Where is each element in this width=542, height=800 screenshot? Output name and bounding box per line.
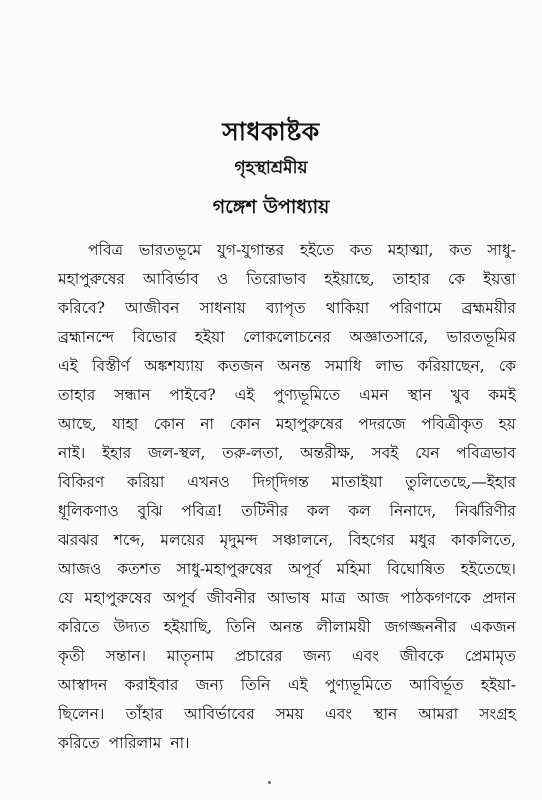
- word: অনন্ত: [277, 357, 311, 375]
- word: হইয়া: [194, 328, 225, 346]
- text-line: [58, 265, 516, 294]
- word: দিগ্‌দিগন্ত: [252, 473, 309, 491]
- word: কমই: [488, 386, 516, 404]
- word: বিভোর: [132, 328, 177, 346]
- word: কল: [307, 502, 330, 520]
- word: কত: [449, 241, 472, 259]
- word: না: [200, 415, 214, 433]
- word: হইয়াছি,: [163, 618, 213, 636]
- word: কোন: [229, 415, 261, 433]
- word: ধূলিকণাও: [58, 502, 119, 520]
- word: অনন্ত: [269, 618, 303, 636]
- word: সময়: [275, 705, 304, 723]
- word: ভারতভূমে: [138, 241, 202, 259]
- word: ছিলেন।: [58, 705, 105, 723]
- word: ইহার: [102, 444, 132, 462]
- word: জগজ্জননীর: [384, 618, 457, 636]
- word: ঝরঝর: [58, 531, 99, 549]
- word: ব্রহ্মময়ীর: [461, 299, 516, 317]
- word: এই: [287, 676, 308, 694]
- word: পবিত্র: [88, 241, 123, 259]
- word: এবং: [351, 647, 379, 665]
- word: জল-স্থল,: [148, 444, 206, 462]
- word: অঙ্কশয্যায়: [144, 357, 204, 375]
- word: যাহা: [112, 415, 139, 433]
- word: আছে,: [58, 415, 97, 433]
- word: মহাত্মা,: [387, 241, 434, 259]
- word: নাই।: [58, 444, 86, 462]
- text-line: [58, 323, 516, 352]
- word: মাতৃনাম: [166, 647, 214, 665]
- text-line: [58, 729, 516, 758]
- word: তিনি: [240, 676, 271, 694]
- word: হয়: [498, 415, 516, 433]
- word: বিহগের: [348, 531, 395, 549]
- word: কতশত: [117, 560, 161, 578]
- word: এখনও: [187, 473, 230, 491]
- word: ব্যাপৃত: [265, 299, 306, 317]
- word: খুব: [450, 386, 470, 404]
- word: মাত্র: [321, 589, 346, 607]
- word: সবই: [371, 444, 399, 462]
- word: কে: [447, 270, 466, 288]
- word: এই: [58, 357, 78, 375]
- word: তুলিতেছে,—ইহার: [405, 473, 516, 491]
- word: সঞ্চালনে,: [272, 531, 334, 549]
- word: জন্য: [303, 647, 332, 665]
- word: লীলাময়ী: [316, 618, 371, 636]
- chapter-subtitle: গৃহস্থাশ্রমীয়: [234, 158, 308, 178]
- word: জন্য: [195, 676, 224, 694]
- word: পদরজে: [358, 415, 406, 433]
- word: পাইবে?: [169, 386, 216, 404]
- word: মহাপুরুষের: [84, 589, 152, 607]
- word: উদ্যত: [113, 618, 150, 636]
- text-line: [58, 700, 516, 729]
- word: আস্বাদন: [58, 676, 108, 694]
- word: বিঘোষিত: [386, 560, 445, 578]
- word: আমরা: [418, 705, 459, 723]
- text-line: [58, 381, 516, 410]
- word: হইতেছে।: [460, 560, 516, 578]
- word: তাঁহার: [125, 705, 163, 723]
- word: পরিণামে: [389, 299, 442, 317]
- text-line: [58, 642, 516, 671]
- word: ভারতভূমির: [446, 328, 516, 346]
- word: কাকলিতে,: [450, 531, 516, 549]
- word: কত: [349, 241, 373, 259]
- word: তিরোভাব: [246, 270, 307, 288]
- word: সাধু-: [487, 241, 516, 259]
- word: মলয়ের: [160, 531, 205, 549]
- word: করিতে: [58, 734, 100, 752]
- word: পবিত্র!: [181, 502, 223, 520]
- word: মাতাইয়া: [331, 473, 383, 491]
- word: পবিত্রভাব: [456, 444, 516, 462]
- text-line: [58, 352, 516, 381]
- text-line: [58, 468, 516, 497]
- text-line: [58, 671, 516, 700]
- word: এই: [234, 386, 255, 404]
- word: হইয়া-: [480, 676, 516, 694]
- word: নির্ঝরিণীর: [455, 502, 516, 520]
- word: কল: [348, 502, 371, 520]
- word: সাধু-মহাপুরুষের: [176, 560, 273, 578]
- word: কতজন: [217, 357, 264, 375]
- word: থাকিয়া: [325, 299, 370, 317]
- word: অন্তরীক্ষ,: [300, 444, 355, 462]
- word: নিনাদে,: [389, 502, 437, 520]
- text-line: [58, 584, 516, 613]
- word: বিস্তীর্ণ: [92, 357, 131, 375]
- word: একজন: [470, 618, 516, 636]
- word: হইতে: [299, 241, 334, 259]
- word: তাহার: [58, 386, 96, 404]
- word: প্রেমামৃত: [464, 647, 516, 665]
- word: মহাপুরুষের: [275, 415, 343, 433]
- word: করিয়াছেন,: [417, 357, 485, 375]
- print-speck: [268, 781, 271, 784]
- word: আভাষ: [267, 589, 310, 607]
- word: যুগ-যুগান্তর: [216, 241, 285, 259]
- text-line: [58, 294, 516, 323]
- word: যেন: [415, 444, 440, 462]
- text-line: [58, 236, 516, 265]
- word: মহাপুরুষের: [58, 270, 125, 288]
- word: তটিনীর: [241, 502, 289, 520]
- chapter-title: সাধকাষ্টক: [222, 117, 320, 146]
- text-line: [58, 613, 516, 642]
- text-line: [58, 439, 516, 468]
- word: ও: [216, 270, 229, 288]
- word: ইয়ত্তা: [483, 270, 516, 288]
- word: কে: [498, 357, 516, 375]
- word: পবিত্রীকৃত: [421, 415, 484, 433]
- text-line: [58, 526, 516, 555]
- word: যে: [58, 589, 74, 607]
- word: কৃতী: [58, 647, 85, 665]
- word: অপূর্ব: [288, 560, 321, 578]
- word: সাধনায়: [199, 299, 246, 317]
- word: আজ: [357, 589, 390, 607]
- word: ব্রহ্মানন্দে: [58, 328, 115, 346]
- word: বিকিরণ: [58, 473, 105, 491]
- word: মৃদুমন্দ: [219, 531, 258, 549]
- word: করিয়া: [127, 473, 165, 491]
- word: জীবকে: [399, 647, 444, 665]
- word: করিবে?: [58, 299, 105, 317]
- word: কোন: [153, 415, 185, 433]
- word: সমাধি: [325, 357, 362, 375]
- word: প্রদান: [482, 589, 516, 607]
- word: মধুর: [409, 531, 436, 549]
- text-line: [58, 555, 516, 584]
- word: অজ্ঞাতসারে,: [349, 328, 429, 346]
- word: স্থান: [407, 386, 432, 404]
- word: অপূর্ব: [162, 589, 196, 607]
- word: পাঠকগণকে: [400, 589, 472, 607]
- saint-name: গঙ্গেশ উপাধ্যায়: [212, 196, 330, 218]
- text-line: [58, 497, 516, 526]
- word: আজও: [58, 560, 102, 578]
- word: তিনি: [225, 618, 256, 636]
- word: শব্দে,: [113, 531, 146, 549]
- word: সংগ্রহ: [479, 705, 516, 723]
- word: এমন: [359, 386, 389, 404]
- word: আবির্ভূত: [409, 676, 464, 694]
- word: বুঝি: [137, 502, 163, 520]
- word: পুণ্যভূমিতে: [273, 386, 341, 404]
- word: করিতে: [58, 618, 100, 636]
- word: সন্ধান: [114, 386, 151, 404]
- text-line: [58, 410, 516, 439]
- word: পারিলাম: [108, 734, 162, 752]
- word: সন্তান।: [105, 647, 146, 665]
- word: তরু-লতা,: [222, 444, 284, 462]
- word: আজীবন: [125, 299, 180, 317]
- word: হইয়াছে,: [324, 270, 375, 288]
- word: করাইবার: [124, 676, 179, 694]
- word: মহিমা: [336, 560, 371, 578]
- word: পুণ্যভূমিতে: [325, 676, 392, 694]
- word: আবির্ভাব: [142, 270, 199, 288]
- body-paragraph: [58, 236, 516, 758]
- word: না।: [170, 734, 190, 752]
- word: এবং: [324, 705, 353, 723]
- word: লোকলোচনের: [243, 328, 331, 346]
- word: তাহার: [392, 270, 430, 288]
- word: আবির্ভাবের: [184, 705, 255, 723]
- word: স্থান: [373, 705, 398, 723]
- word: প্রচারের: [234, 647, 283, 665]
- word: জীবনীর: [206, 589, 256, 607]
- word: লাভ: [375, 357, 404, 375]
